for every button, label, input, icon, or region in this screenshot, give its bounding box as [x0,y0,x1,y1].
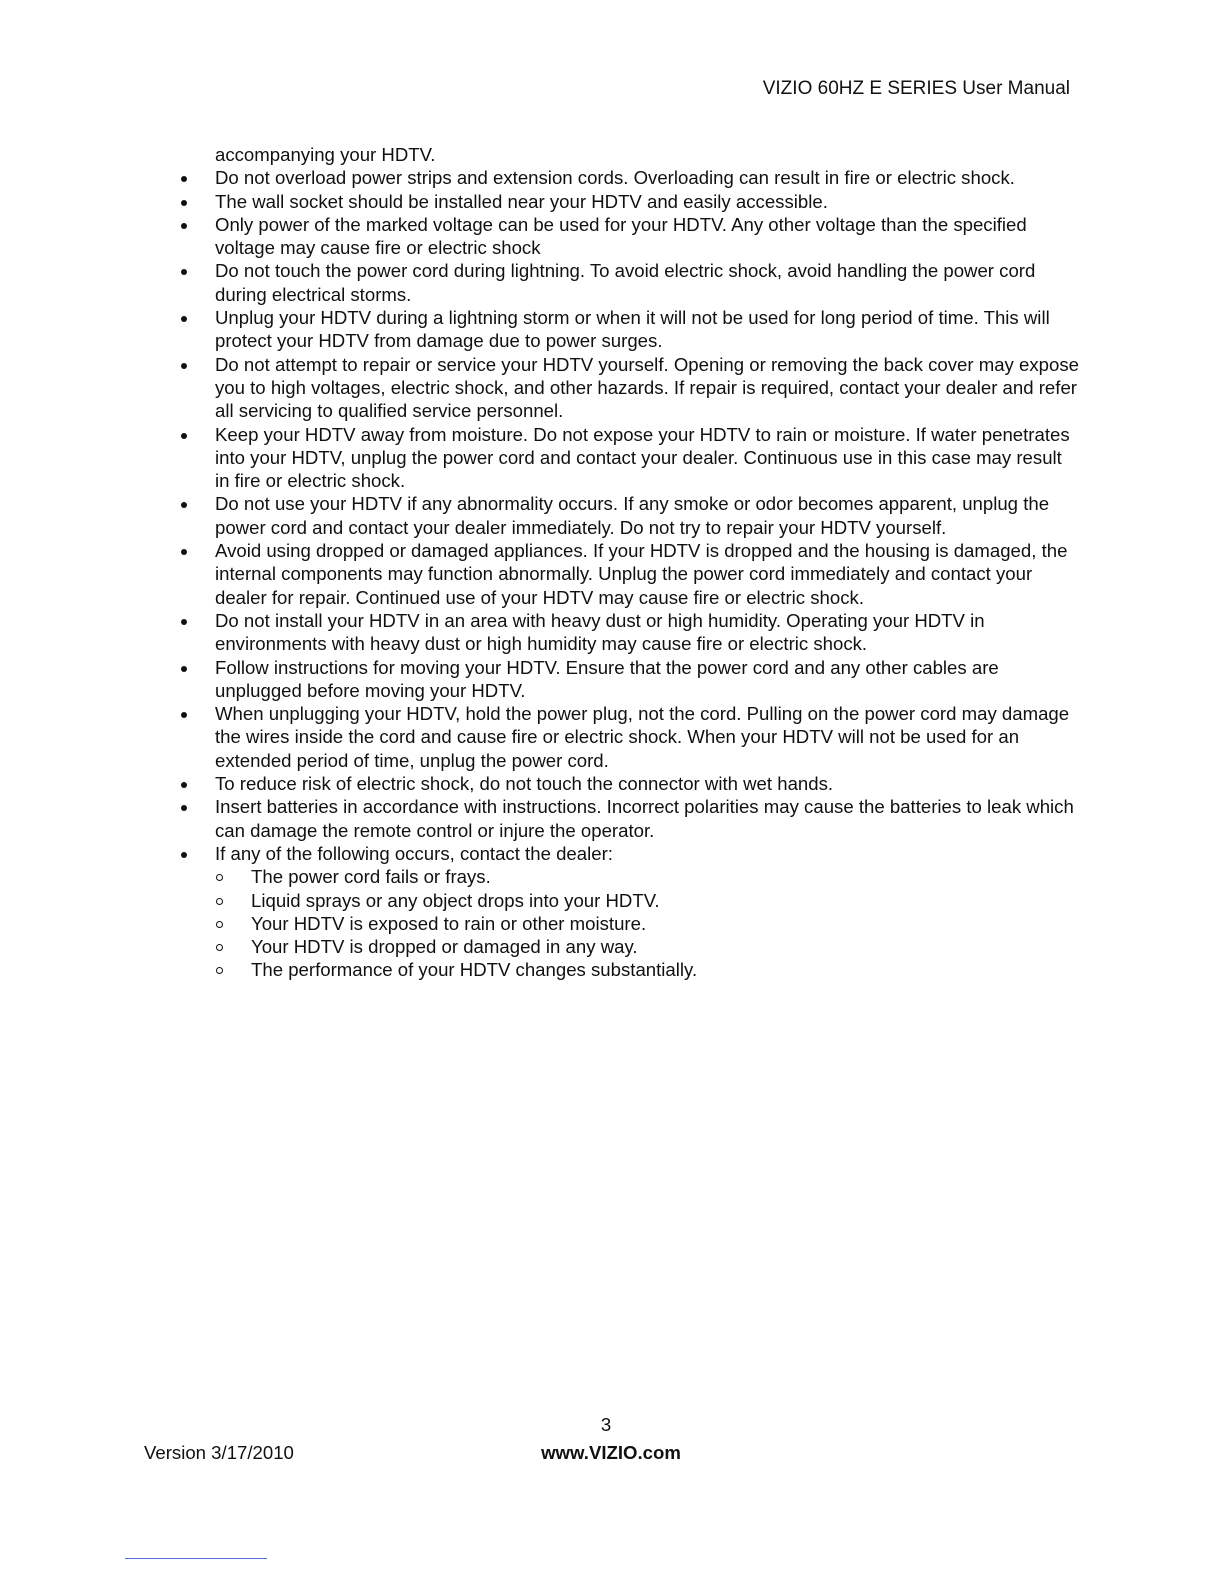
dealer-conditions-sublist [180,865,1080,981]
sub-list-item [180,958,1080,981]
list-item-text: Follow instructions for moving your HDTV. Ensure that the power cord and any other cables are unplugged before moving your HDTV. [215,656,999,701]
sub-list-item [180,865,1080,888]
list-item-text: When unplugging your HDTV, hold the power plug, not the cord. Pulling on the power cord may damage the wires inside the cord and cause fire or electric shock. When your HDTV will not be used for an extended period of time, unplug the power cord. [215,703,1070,771]
hollow-bullet-icon [216,967,223,974]
list-item-text: The wall socket should be installed near your HDTV and easily accessible. [215,190,828,212]
list-item [180,190,1080,213]
bullet-icon [181,782,187,788]
list-item-text: Do not touch the power cord during lightning. To avoid electric shock, avoid handling the power cord during electrical storms. [215,260,1036,305]
sub-list-item-text: Your HDTV is dropped or damaged in any way. [251,936,638,958]
list-item-text: Only power of the marked voltage can be used for your HDTV. Any other voltage than the specified voltage may cause fire or electric shock [215,213,1027,259]
list-item-text: Insert batteries in accordance with instructions. Incorrect polarities may cause the batteries to leak which can damage the remote control or injure the operator. [215,796,1074,841]
list-item [180,259,1080,306]
bullet-icon [181,433,187,439]
bullet-icon [181,712,187,718]
list-item-text: Unplug your HDTV during a lightning storm or when it will not be used for long period of time. This will protect your HDTV from damage due to power surges. [215,307,1050,352]
safety-instructions-body [180,143,1080,982]
list-item-text: Do not install your HDTV in an area with heavy dust or high humidity. Operating your HDTV in environments with heavy dust or high humidity may cause fire or electric shock. [215,609,985,655]
list-item [180,166,1080,189]
list-item [180,772,1080,795]
hollow-bullet-icon [216,921,223,928]
bullet-icon [181,549,187,555]
list-item-text: Keep your HDTV away from moisture. Do not expose your HDTV to rain or moisture. If water penetrates into your HDTV, unplug the power cord and contact your dealer. Continuous use in this case may result in fire or electric shock. [215,423,1070,492]
list-item [180,795,1080,842]
list-item [180,702,1080,772]
bullet-icon [181,176,187,182]
list-item [180,492,1080,539]
list-item [180,213,1080,260]
sub-list-item-text: Your HDTV is exposed to rain or other moisture. [251,912,647,934]
list-item [180,609,1080,656]
sub-list-item-text: The performance of your HDTV changes substantially. [251,959,698,981]
sub-list-item-text: The power cord fails or frays. [251,866,491,888]
bullet-icon [181,316,187,322]
hollow-bullet-icon [216,944,223,951]
bullet-icon [181,363,187,369]
bullet-icon [181,200,187,206]
list-item-text: Do not overload power strips and extension cords. Overloading can result in fire or electric shock. [215,167,1015,189]
list-item-text: If any of the following occurs, contact the dealer: [215,842,613,864]
bullet-icon [181,269,187,275]
safety-bullet-list [180,166,1080,865]
list-item [180,353,1080,423]
running-header: VIZIO 60HZ E SERIES User Manual [762,78,1070,99]
hollow-bullet-icon [216,874,223,881]
sub-list-item-text: Liquid sprays or any object drops into your HDTV. [251,889,660,911]
continued-text: accompanying your HDTV. [215,144,436,165]
page-number: 3 [600,1414,612,1435]
list-item-text: Do not use your HDTV if any abnormality occurs. If any smoke or odor becomes apparent, unplug the power cord and contact your dealer immediately. Do not try to repair your HDTV yourself. [215,493,1050,538]
bullet-icon [181,502,187,508]
list-item [180,656,1080,703]
bullet-icon [181,619,187,625]
sub-list-item [180,935,1080,958]
list-item [180,306,1080,353]
bullet-icon [181,666,187,672]
version-label: Version 3/17/2010 [144,1442,294,1463]
footnote-separator [125,1558,267,1559]
bullet-icon [181,852,187,858]
list-item [180,423,1080,493]
hollow-bullet-icon [216,898,223,905]
sub-list-item [180,912,1080,935]
list-item-text: To reduce risk of electric shock, do not touch the connector with wet hands. [215,773,834,795]
list-item-text: Avoid using dropped or damaged appliances. If your HDTV is dropped and the housing is damaged, the internal components may function abnormally. Unplug the power cord immediately and contact your dealer for repair. Continued use of your HDTV may cause fire or electric shock. [215,540,1068,608]
sub-list-item [180,889,1080,912]
list-item [180,842,1080,865]
bullet-icon [181,223,187,229]
website-link[interactable]: www.VIZIO.com [541,1442,681,1463]
list-item-text: Do not attempt to repair or service your HDTV yourself. Opening or removing the back cover may expose you to high voltages, electric shock, and other hazards. If repair is required, contact your dealer and refer all servicing to qualified service personnel. [215,353,1079,422]
bullet-icon [181,805,187,811]
list-item [180,539,1080,609]
